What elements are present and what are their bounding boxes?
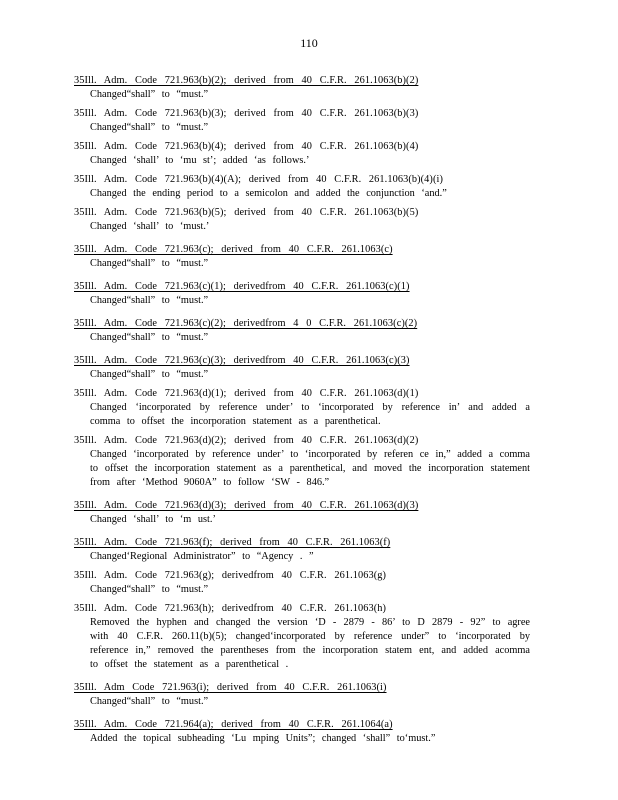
list-item xyxy=(74,434,530,490)
entry-note: Changed ‘incorporated by reference under’ to ‘incorporated by referen ce in,” added a comma to offset the incorporation statement as a parenthetical, and moved the incorporation statement from after ‘Method 9060A” to follow ‘SW - 846.” xyxy=(90,449,530,488)
entry-note: Changed ‘shall’ to ‘mu st’; added ‘as follows.’ xyxy=(90,155,310,166)
list-item xyxy=(74,107,530,135)
page-number: 110 xyxy=(300,36,318,50)
list-item xyxy=(74,276,530,308)
entry-note: Changed“shall” to “must.” xyxy=(90,295,209,306)
entry-citation: 35Ill. Adm. Code 721.963(f); derived from 40 C.F.R. 261.1063(f) xyxy=(74,537,391,548)
list-item xyxy=(74,677,530,709)
entry-citation: 35Ill. Adm. Code 721.963(d)(2); derived from 40 C.F.R. 261.1063(d)(2) xyxy=(74,435,419,446)
list-item xyxy=(74,495,530,527)
entry-note: Changed“shall” to “must.” xyxy=(90,369,209,380)
entry-citation: 35Ill. Adm. Code 721.963(b)(3); derived from 40 C.F.R. 261.1063(b)(3) xyxy=(74,108,419,119)
list-item xyxy=(74,714,530,746)
entry-citation: 35Ill. Adm. Code 721.963(b)(5); derived from 40 C.F.R. 261.1063(b)(5) xyxy=(74,207,419,218)
list-item xyxy=(74,313,530,345)
list-item xyxy=(74,532,530,564)
entry-note: Changed“shall” to “must.” xyxy=(90,122,209,133)
entry-note: Changed“shall” to “must.” xyxy=(90,89,209,100)
entry-note: Removed the hyphen and changed the version ‘D - 2879 - 86’ to D 2879 - 92” to agree with 40 C.F.R. 260.11(b)(5); changed‘incorporated by reference under” to ‘incorporated by reference in,” removed the parentheses from the incorporation statem ent, and added acomma to offset the statement as a parenthetical . xyxy=(90,617,530,670)
entry-note: Added the topical subheading ‘Lu mping Units”; changed ‘shall” to‘must.” xyxy=(90,733,436,744)
list-item xyxy=(74,602,530,672)
entry-citation: 35Ill. Adm Code 721.963(i); derived from 40 C.F.R. 261.1063(i) xyxy=(74,682,387,693)
entry-citation: 35Ill. Adm. Code 721.963(c); derived from 40 C.F.R. 261.1063(c) xyxy=(74,244,393,255)
entry-note: Changed ‘shall’ to ‘must.’ xyxy=(90,221,210,232)
entry-note: Changed“shall” to “must.” xyxy=(90,258,209,269)
list-item xyxy=(74,350,530,382)
entry-citation: 35Ill. Adm. Code 721.963(c)(1); derivedfrom 40 C.F.R. 261.1063(c)(1) xyxy=(74,281,410,292)
entry-citation: 35Ill. Adm. Code 721.964(a); derived from 40 C.F.R. 261.1064(a) xyxy=(74,719,393,730)
entry-note: Changed‘Regional Administrator” to “Agency . ” xyxy=(90,551,314,562)
list-item xyxy=(74,239,530,271)
entry-citation: 35Ill. Adm. Code 721.963(c)(2); derivedfrom 4 0 C.F.R. 261.1063(c)(2) xyxy=(74,318,418,329)
entry-note: Changed“shall” to “must.” xyxy=(90,332,209,343)
list-item xyxy=(74,206,530,234)
entry-citation: 35Ill. Adm. Code 721.963(b)(2); derived from 40 C.F.R. 261.1063(b)(2) xyxy=(74,75,419,86)
list-item xyxy=(74,569,530,597)
list-item xyxy=(74,70,530,102)
entry-citation: 35Ill. Adm. Code 721.963(h); derivedfrom 40 C.F.R. 261.1063(h) xyxy=(74,603,387,614)
entry-list xyxy=(74,70,530,751)
entry-citation: 35Ill. Adm. Code 721.963(b)(4); derived from 40 C.F.R. 261.1063(b)(4) xyxy=(74,141,419,152)
entry-note: Changed“shall” to “must.” xyxy=(90,584,209,595)
entry-citation: 35Ill. Adm. Code 721.963(d)(3); derived from 40 C.F.R. 261.1063(d)(3) xyxy=(74,500,419,511)
entry-citation: 35Ill. Adm. Code 721.963(c)(3); derivedfrom 40 C.F.R. 261.1063(c)(3) xyxy=(74,355,410,366)
entry-citation: 35Ill. Adm. Code 721.963(g); derivedfrom 40 C.F.R. 261.1063(g) xyxy=(74,570,387,581)
entry-note: Changed the ending period to a semicolon and added the conjunction ‘and.” xyxy=(90,188,447,199)
entry-note: Changed ‘shall’ to ‘m ust.’ xyxy=(90,514,216,525)
entry-note: Changed ‘incorporated by reference under’ to ‘incorporated by reference in’ and added a comma to offset the incorporation statement as a parenthetical. xyxy=(90,402,530,427)
list-item xyxy=(74,140,530,168)
entry-citation: 35Ill. Adm. Code 721.963(d)(1); derived from 40 C.F.R. 261.1063(d)(1) xyxy=(74,388,419,399)
list-item xyxy=(74,387,530,429)
entry-citation: 35Ill. Adm. Code 721.963(b)(4)(A); derived from 40 C.F.R. 261.1063(b)(4)(i) xyxy=(74,174,443,185)
entry-note: Changed“shall” to “must.” xyxy=(90,696,209,707)
list-item xyxy=(74,173,530,201)
